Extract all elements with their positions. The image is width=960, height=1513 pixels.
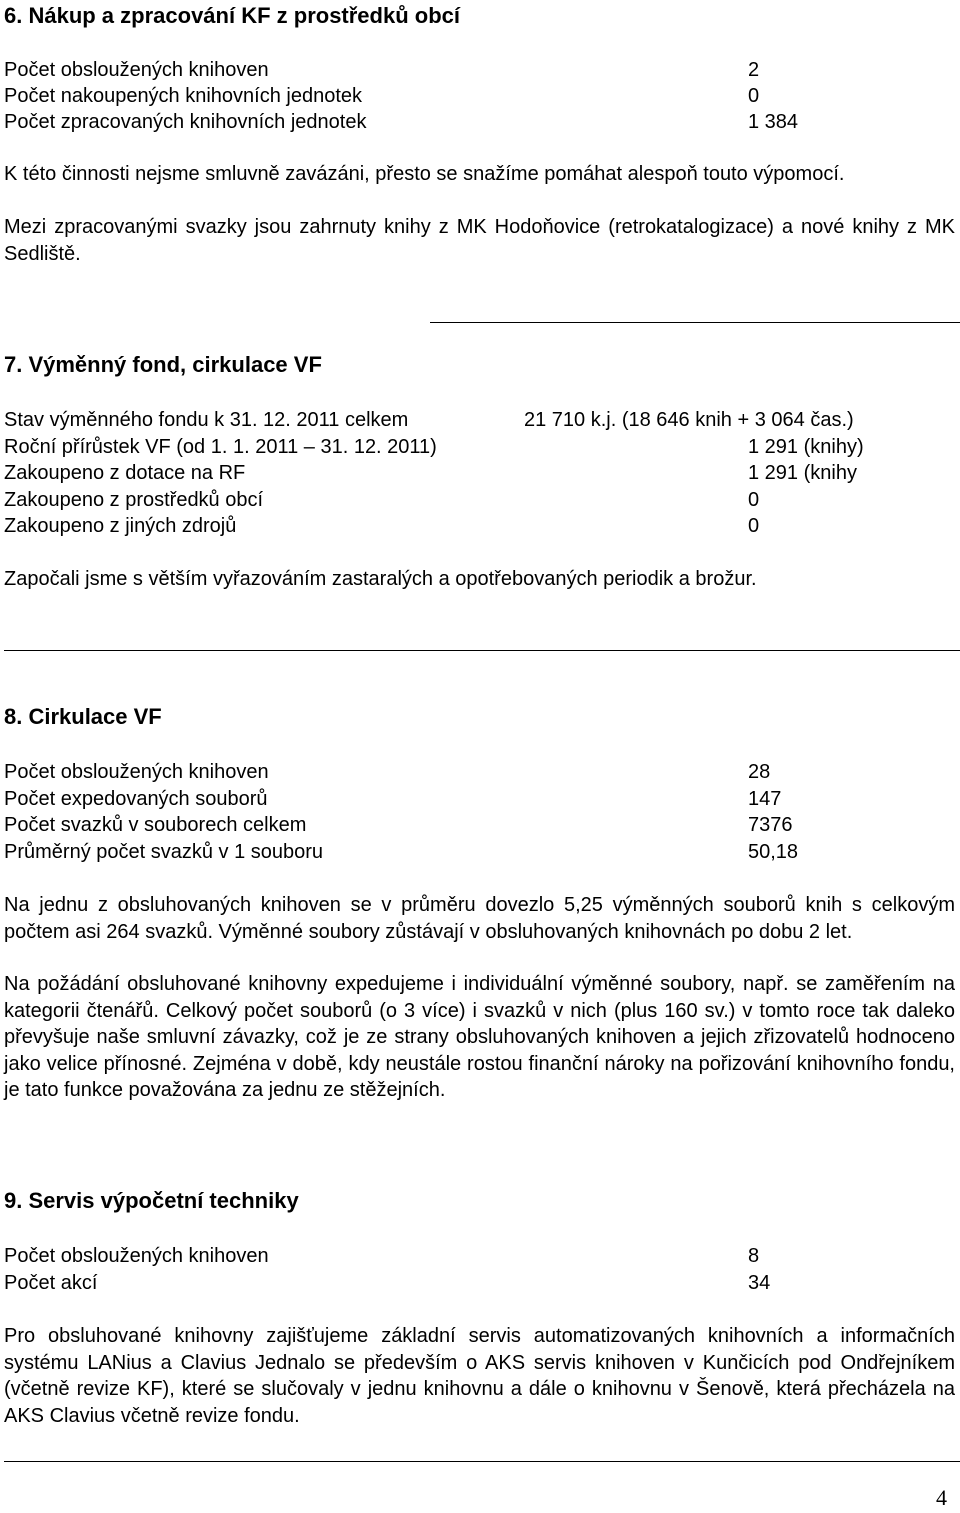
s8-paragraph-2: Na požádání obsluhované knihovny expedujeme i individuální výměnné soubory, např. se zaměřením na kategorii čtenářů. Celkový počet souborů (o 3 více) i svazků v nich (plus 160 sv.) v tomto roce tak daleko převyšuje naše smluvní závazky, což je ze strany obsluhovaných knihoven a jejich zřizovatelů hodnoceno jako velice přínosné. Zejména v době, kdy neustále rostou finanční nároky na pořizování knihovního fondu, je tato funkce považována za jednu ze stěžejních. [4, 973, 955, 1101]
s8-row-4-value: 50,18 [748, 841, 799, 863]
section-7-heading: 7. Výměnný fond, cirkulace VF [4, 352, 322, 377]
section-divider [4, 650, 960, 651]
s6-row-3-label: Počet zpracovaných knihovních jednotek [4, 111, 367, 133]
s9-row-1-label: Počet obsloužených knihoven [4, 1245, 269, 1267]
page-number: 4 [936, 1485, 947, 1510]
s8-row-3-value: 7376 [748, 814, 793, 836]
footer-divider [4, 1461, 960, 1462]
s9-paragraph-1: Pro obsluhované knihovny zajišťujeme základní servis automatizovaných knihovních a informačních systému LANius a Clavius Jednalo se především o AKS servis knihoven v Kunčicích pod Ondřejníkem (včetně revize KF), které se slučovaly v jednu knihovnu a dále o knihovnu v Šenově, která přecházela na AKS Clavius včetně revize fondu. [4, 1325, 955, 1427]
s8-row-1-value: 28 [748, 761, 771, 783]
s6-row-1-value: 2 [748, 59, 760, 81]
section-6-heading: 6. Nákup a zpracování KF z prostředků obcí [4, 3, 460, 28]
s7-row-2-value: 1 291 (knihy) [748, 436, 864, 458]
s7-row-5-label: Zakoupeno z jiných zdrojů [4, 515, 237, 537]
s8-row-2-label: Počet expedovaných souborů [4, 788, 268, 810]
s6-row-1-label: Počet obsloužených knihoven [4, 59, 269, 81]
s8-row-3-label: Počet svazků v souborech celkem [4, 814, 307, 836]
s7-row-3-label: Zakoupeno z dotace na RF [4, 462, 246, 484]
s6-paragraph-2: Mezi zpracovanými svazky jsou zahrnuty knihy z MK Hodoňovice (retrokatalogizace) a nové knihy z MK Sedliště. [4, 216, 955, 265]
s6-row-2-value: 0 [748, 85, 760, 107]
s9-row-2-value: 34 [748, 1272, 771, 1294]
s7-row-2-label: Roční přírůstek VF (od 1. 1. 2011 – 31. 12. 2011) [4, 436, 437, 458]
s8-row-2-value: 147 [748, 788, 782, 810]
s7-paragraph-1: Započali jsme s větším vyřazováním zastaralých a opotřebovaných periodik a brožur. [4, 568, 757, 590]
s6-row-2-label: Počet nakoupených knihovních jednotek [4, 85, 363, 107]
section-9-heading: 9. Servis výpočetní techniky [4, 1188, 299, 1213]
s8-row-1-label: Počet obsloužených knihoven [4, 761, 269, 783]
s7-row-5-value: 0 [748, 515, 760, 537]
s6-paragraph-1: K této činnosti nejsme smluvně zavázáni, přesto se snažíme pomáhat alespoň touto výpomocí. [4, 163, 845, 185]
s7-row-3-value: 1 291 (knihy [748, 462, 857, 484]
section-8-heading: 8. Cirkulace VF [4, 704, 162, 729]
s9-row-1-value: 8 [748, 1245, 760, 1267]
s8-row-4-label: Průměrný počet svazků v 1 souboru [4, 841, 324, 863]
s7-row-4-value: 0 [748, 489, 760, 511]
s7-row-1-label: Stav výměnného fondu k 31. 12. 2011 celkem [4, 409, 409, 431]
s6-row-3-value: 1 384 [748, 111, 799, 133]
s9-row-2-label: Počet akcí [4, 1272, 98, 1294]
s7-row-1-value: 21 710 k.j. (18 646 knih + 3 064 čas.) [524, 409, 854, 431]
s7-row-4-label: Zakoupeno z prostředků obcí [4, 489, 264, 511]
section-divider [430, 322, 960, 323]
s8-paragraph-1: Na jednu z obsluhovaných knihoven se v průměru dovezlo 5,25 výměnných souborů knih s celkovým počtem asi 264 svazků. Výměnné soubory zůstávají v obsluhovaných knihovnách po dobu 2 let. [4, 894, 955, 943]
